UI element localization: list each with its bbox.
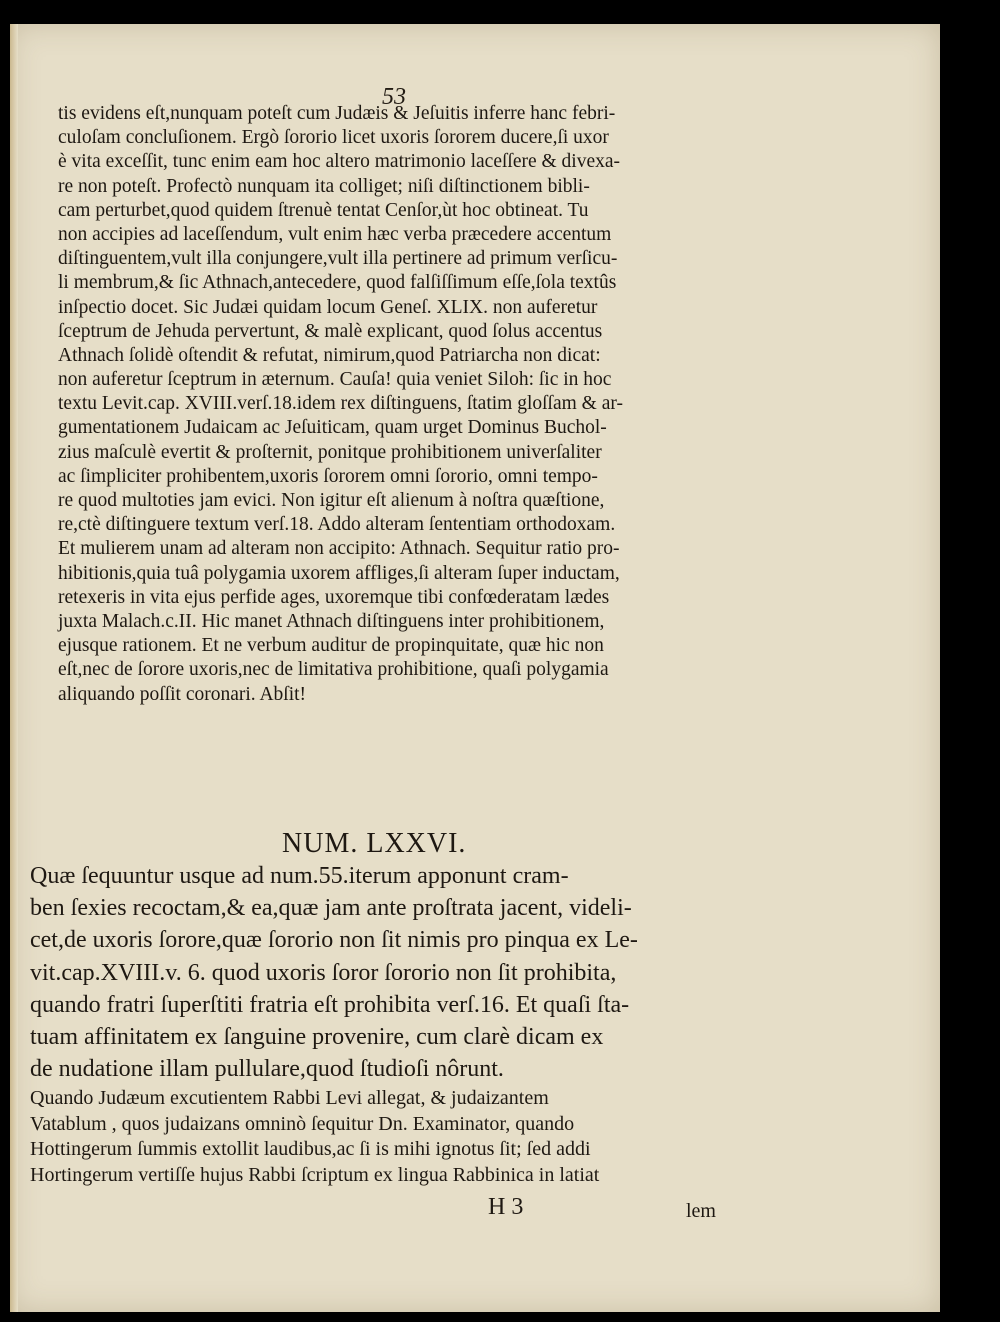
text-line: aliquando poſſit coronari. Abſit!: [58, 683, 307, 705]
text-line: tuam affinitatem ex ſanguine provenire, cum clarè dicam ex: [30, 1023, 604, 1050]
text-line: Athnach ſolidè oſtendit & refutat, nimirum,quod Patriarcha non dicat:: [58, 344, 601, 366]
signature-mark: H 3: [488, 1194, 524, 1220]
text-line: ſceptrum de Jehuda pervertunt, & malè explicant, quod ſolus accentus: [58, 320, 603, 342]
text-line: ac ſimpliciter prohibentem,uxoris ſororem omni ſororio, omni tempo-: [58, 465, 598, 487]
text-line: tis evidens eſt,nunquam poteſt cum Judæis & Jeſuitis inferre hanc febri-: [58, 103, 616, 124]
text-line: re quod multoties jam evici. Non igitur eſt alienum à noſtra quæſtione,: [58, 490, 605, 511]
text-line: Quæ ſequuntur usque ad num.55.iterum apponunt cram-: [30, 863, 569, 889]
text-line: de nudatione illam pullulare,quod ſtudioſi nôrunt.: [30, 1056, 504, 1083]
text-line: non accipies ad laceſſendum, vult enim hæc verba præcedere accentum: [58, 223, 612, 245]
text-line: re non poteſt. Profectò nunquam ita colliget; niſi diſtinctionem bibli-: [58, 175, 590, 197]
text-line: quando fratri ſuperſtiti fratria eſt prohibita verſ.16. Et quaſi ſta-: [30, 991, 630, 1018]
book-page: [10, 24, 940, 1312]
page-number: 53: [382, 84, 406, 110]
text-line: culoſam concluſionem. Ergò ſororio licet uxoris ſororem ducere,ſi uxor: [58, 127, 609, 149]
text-line: non auferetur ſceptrum in æternum. Cauſa! quia veniet Siloh: ſic in hoc: [58, 369, 612, 391]
text-line: Hortingerum vertiſſe hujus Rabbi ſcriptum ex lingua Rabbinica in latiat: [30, 1163, 600, 1186]
text-line: re,ctè diſtinguere textum verſ.18. Addo alteram ſententiam orthodoxam.: [58, 514, 616, 536]
text-line: Et mulierem unam ad alteram non accipito: Athnach. Sequitur ratio pro-: [58, 538, 620, 560]
text-line: Hottingerum ſummis extollit laudibus,ac ſi is mihi ignotus ſit; ſed addi: [30, 1138, 591, 1161]
text-line: ben ſexies recoctam,& ea,quæ jam ante proſtrata jacent, videli-: [30, 895, 632, 922]
text-line: textu Levit.cap. XVIII.verſ.18.idem rex diſtinguens, ſtatim gloſſam & ar-: [58, 393, 623, 415]
text-line: cet,de uxoris ſorore,quæ ſororio non ſit nimis pro pinqua ex Le-: [30, 927, 638, 954]
text-line: juxta Malach.c.II. Hic manet Athnach diſtinguens inter prohibitionem,: [58, 610, 605, 632]
text-line: li membrum,& ſic Athnach,antecedere, quod falſiſſimum eſſe,ſola textûs: [58, 272, 617, 294]
text-line: hibitionis,quia tuâ polygamia uxorem affliges,ſi alteram ſuper inductam,: [58, 562, 620, 584]
catchword: lem: [686, 1200, 716, 1222]
paragraph-final: [30, 1086, 750, 1188]
text-line: eſt,nec de ſorore uxoris,nec de limitativa prohibitione, quaſi polygamia: [58, 659, 609, 681]
text-line: ejusque rationem. Et ne verbum auditur de propinquitate, quæ hic non: [58, 635, 604, 657]
paragraph-section: [30, 860, 750, 1085]
text-line: inſpectio docet. Sic Judæi quidam locum Geneſ. XLIX. non auferetur: [58, 296, 598, 318]
text-line: diſtinguentem,vult illa conjungere,vult illa pertinere ad primum verſicu-: [58, 248, 618, 270]
section-heading: NUM. LXXVI.: [282, 828, 467, 859]
text-line: zius maſculè evertit & proſternit, ponitque prohibitionem univerſaliter: [58, 441, 602, 463]
text-line: cam perturbet,quod quidem ſtrenuè tentat Cenſor,ùt hoc obtineat. Tu: [58, 199, 589, 221]
text-line: è vita exceſſit, tunc enim eam hoc altero matrimonio laceſſere & divexa-: [58, 151, 621, 173]
text-line: gumentationem Judaicam ac Jeſuiticam, quam urget Dominus Buchol-: [58, 417, 607, 439]
paragraph-main: [58, 102, 774, 707]
page-edge-shadow: [10, 24, 18, 1312]
text-line: retexeris in vita ejus perfide ages, uxoremque tibi confœderatam lædes: [58, 586, 610, 608]
text-line: vit.cap.XVIII.v. 6. quod uxoris ſoror ſororio non ſit prohibita,: [30, 959, 617, 986]
text-line: Quando Judæum excutientem Rabbi Levi allegat, & judaizantem: [30, 1087, 549, 1109]
text-line: Vatablum , quos judaizans omninò ſequitur Dn. Examinator, quando: [30, 1112, 575, 1135]
